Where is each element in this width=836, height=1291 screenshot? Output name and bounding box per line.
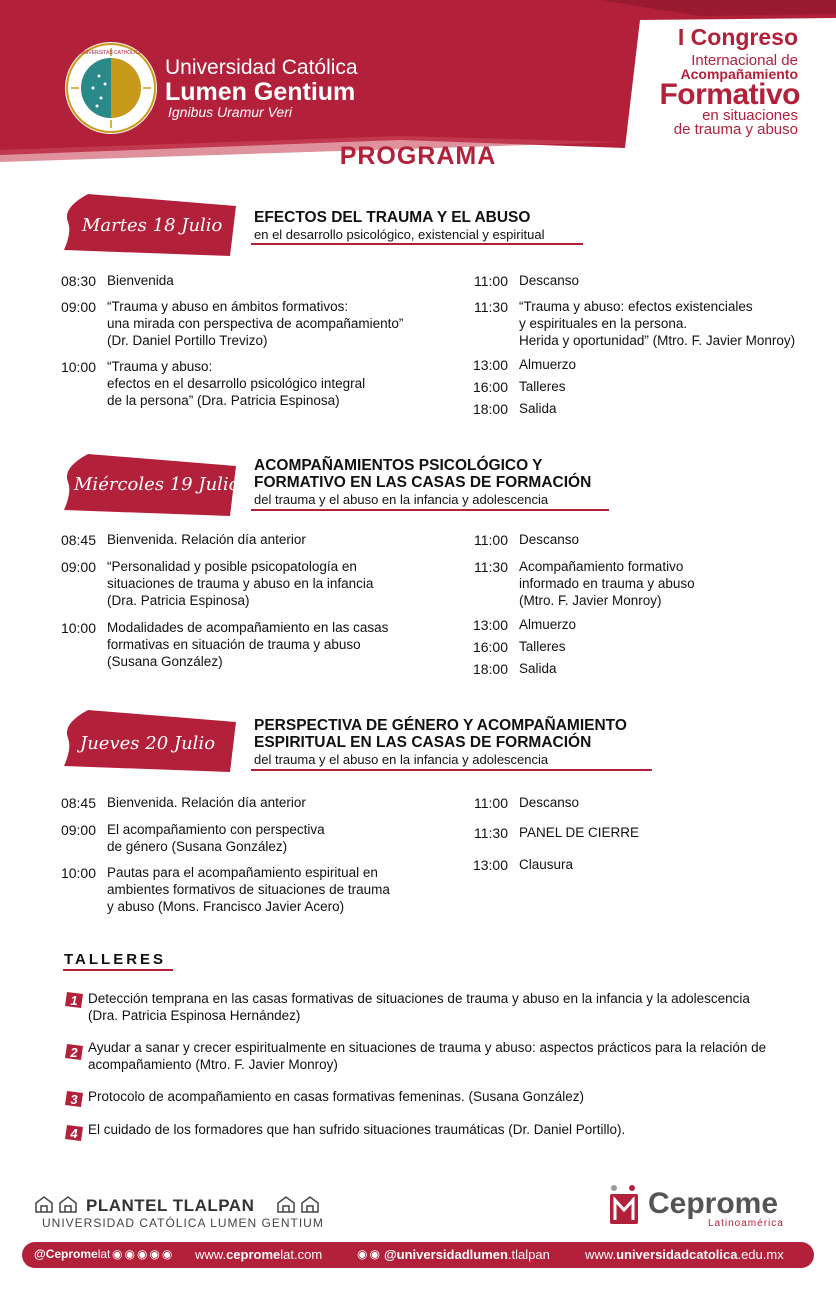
event-text: Descanso — [519, 795, 580, 810]
event-text: Bienvenida. Relación día anterior — [107, 532, 306, 547]
time-label: 16:00 — [472, 639, 508, 655]
number-badge-icon — [63, 1089, 85, 1109]
number-badge-icon — [63, 1042, 85, 1062]
time-label: 09:00 — [60, 822, 96, 838]
time-label: 11:30 — [474, 299, 508, 315]
event-text: El acompañamiento con perspectiva — [107, 822, 325, 837]
section-title: ESPIRITUAL EN LAS CASAS DE FORMACIÓN — [254, 734, 592, 751]
time-label: 11:30 — [474, 559, 508, 575]
congress-title-line1: I Congreso — [677, 24, 798, 50]
event-text: Talleres — [519, 639, 566, 654]
time-label: 11:00 — [474, 532, 508, 548]
section-title: EFECTOS DEL TRAUMA Y EL ABUSO — [254, 209, 531, 226]
event-text: Talleres — [519, 379, 566, 394]
event-text: “Trauma y abuso en ámbitos formativos: — [107, 299, 349, 314]
event-text: PANEL DE CIERRE — [519, 825, 640, 840]
event-text: Salida — [519, 401, 557, 416]
workshop-text: Ayudar a sanar y crecer espiritualmente en situaciones de trauma y abuso: aspectos prácticos para la relación de — [88, 1040, 767, 1055]
university-name-line1: Universidad Católica — [165, 56, 358, 79]
event-text: “Trauma y abuso: efectos existenciales — [519, 299, 753, 314]
svg-text:2: 2 — [70, 1045, 78, 1060]
congress-title-line6: de trauma y abuso — [673, 121, 798, 138]
event-text: Pautas para el acompañamiento espiritual en — [107, 865, 378, 880]
event-text: Salida — [519, 661, 557, 676]
building-icon — [276, 1195, 322, 1213]
time-label: 13:00 — [472, 357, 508, 373]
event-text: Descanso — [519, 273, 580, 288]
university-seal-icon — [63, 40, 159, 136]
event-text: (Mtro. F. Javier Monroy) — [519, 593, 662, 608]
congress-title-line2: Internacional de — [691, 52, 798, 69]
event-text: y espirituales en la persona. — [519, 316, 688, 331]
svg-text:UNIVERSITAS CATHOLICA: UNIVERSITAS CATHOLICA — [79, 50, 143, 56]
event-text: “Personalidad y posible psicopatología en — [107, 559, 357, 574]
section-subtitle: del trauma y el abuso en la infancia y adolescencia — [254, 752, 549, 767]
section-underline — [251, 509, 609, 511]
campus-subtitle: UNIVERSIDAD CATÓLICA LUMEN GENTIUM — [42, 1216, 324, 1230]
event-text: Bienvenida. Relación día anterior — [107, 795, 306, 810]
section-subtitle: del trauma y el abuso en la infancia y adolescencia — [254, 492, 549, 507]
time-label: 11:00 — [474, 273, 508, 289]
congress-title-line5: en situaciones — [702, 107, 798, 124]
event-text: formativas en situación de trauma y abuso — [107, 637, 361, 652]
number-badge-icon — [63, 1123, 85, 1143]
time-label: 10:00 — [60, 620, 96, 636]
day-label: Jueves 20 Julio — [80, 733, 216, 754]
event-text: informado en trauma y abuso — [519, 576, 695, 591]
time-label: 08:30 — [60, 273, 96, 289]
workshop-text: El cuidado de los formadores que han sufrido situaciones traumáticas (Dr. Daniel Portillo). — [88, 1122, 626, 1137]
time-label: 08:45 — [60, 532, 96, 548]
event-text: Herida y oportunidad” (Mtro. F. Javier Monroy) — [519, 333, 796, 348]
event-text: de género (Susana González) — [107, 839, 288, 854]
time-label: 10:00 — [60, 865, 96, 881]
event-text: Descanso — [519, 532, 580, 547]
time-label: 16:00 — [472, 379, 508, 395]
event-text: de la persona” (Dra. Patricia Espinosa) — [107, 393, 340, 408]
time-label: 09:00 — [60, 559, 96, 575]
event-text: (Dra. Patricia Espinosa) — [107, 593, 250, 608]
time-label: 13:00 — [472, 857, 508, 873]
time-label: 18:00 — [472, 401, 508, 417]
section-title: PERSPECTIVA DE GÉNERO Y ACOMPAÑAMIENTO — [254, 717, 627, 734]
footer-social-handle-2[interactable]: @universidadlumen.tlalpan — [384, 1247, 550, 1262]
section-underline — [251, 769, 652, 771]
program-title: PROGRAMA — [339, 142, 497, 170]
workshop-text: acompañamiento (Mtro. F. Javier Monroy) — [88, 1057, 338, 1072]
time-label: 08:45 — [60, 795, 96, 811]
building-icon — [34, 1195, 80, 1213]
footer-website-2[interactable]: www.universidadcatolica.edu.mx — [585, 1247, 784, 1262]
event-text: situaciones de trauma y abuso en la infancia — [107, 576, 374, 591]
section-subtitle: en el desarrollo psicológico, existencial y espiritual — [254, 227, 545, 242]
congress-title-line4: Formativo — [659, 78, 800, 111]
campus-name: PLANTEL TLALPAN — [86, 1196, 255, 1215]
event-text: Almuerzo — [519, 617, 577, 632]
event-text: Clausura — [519, 857, 574, 872]
time-label: 11:00 — [474, 795, 508, 811]
event-text: “Trauma y abuso: — [107, 359, 213, 374]
event-text: Almuerzo — [519, 357, 577, 372]
event-text: ambientes formativos de situaciones de trauma — [107, 882, 390, 897]
social-icons[interactable]: ◉◉◉◉◉ — [112, 1247, 175, 1261]
number-badge-icon — [63, 990, 85, 1010]
event-text: Acompañamiento formativo — [519, 559, 684, 574]
time-label: 11:30 — [474, 825, 508, 841]
workshops-underline — [63, 969, 173, 971]
workshop-text: Detección temprana en las casas formativas de situaciones de trauma y abuso en la infancia y la adolescencia — [88, 991, 750, 1006]
social-icons[interactable]: ◉◉ — [357, 1247, 382, 1261]
footer-website-1[interactable]: www.cepromelat.com — [195, 1247, 323, 1262]
day-label: Miércoles 19 Julio — [74, 474, 240, 495]
workshops-heading: TALLERES — [64, 951, 167, 968]
svg-text:3: 3 — [70, 1092, 78, 1107]
ceprome-logo-text: Ceprome — [648, 1187, 779, 1220]
section-underline — [251, 243, 583, 245]
workshop-text: Protocolo de acompañamiento en casas formativas femeninas. (Susana González) — [88, 1089, 585, 1104]
ceprome-logo-icon — [604, 1180, 644, 1228]
event-text: y abuso (Mons. Francisco Javier Acero) — [107, 899, 345, 914]
event-text: (Dr. Daniel Portillo Trevizo) — [107, 333, 268, 348]
event-text: Modalidades de acompañamiento en las casas — [107, 620, 389, 635]
university-motto: Ignibus Uramur Veri — [168, 104, 292, 120]
day-label: Martes 18 Julio — [82, 215, 223, 236]
section-title: FORMATIVO EN LAS CASAS DE FORMACIÓN — [254, 474, 592, 491]
event-text: efectos en el desarrollo psicológico integral — [107, 376, 366, 391]
time-label: 09:00 — [60, 299, 96, 315]
svg-text:1: 1 — [70, 993, 78, 1008]
svg-text:4: 4 — [70, 1126, 78, 1141]
university-name-line2: Lumen Gentium — [165, 78, 356, 106]
section-title: ACOMPAÑAMIENTOS PSICOLÓGICO Y — [254, 457, 543, 474]
event-text: Bienvenida — [107, 273, 174, 288]
workshop-text: (Dra. Patricia Espinosa Hernández) — [88, 1008, 301, 1023]
time-label: 13:00 — [472, 617, 508, 633]
ceprome-logo-subtitle: Latinoamérica — [708, 1218, 784, 1229]
time-label: 10:00 — [60, 359, 96, 375]
footer-social-handle-1[interactable]: @Cepromelat — [34, 1247, 111, 1261]
event-text: una mirada con perspectiva de acompañamiento” — [107, 316, 404, 331]
congress-title-line3: Acompañamiento — [680, 66, 798, 82]
event-text: (Susana González) — [107, 654, 223, 669]
time-label: 18:00 — [472, 661, 508, 677]
